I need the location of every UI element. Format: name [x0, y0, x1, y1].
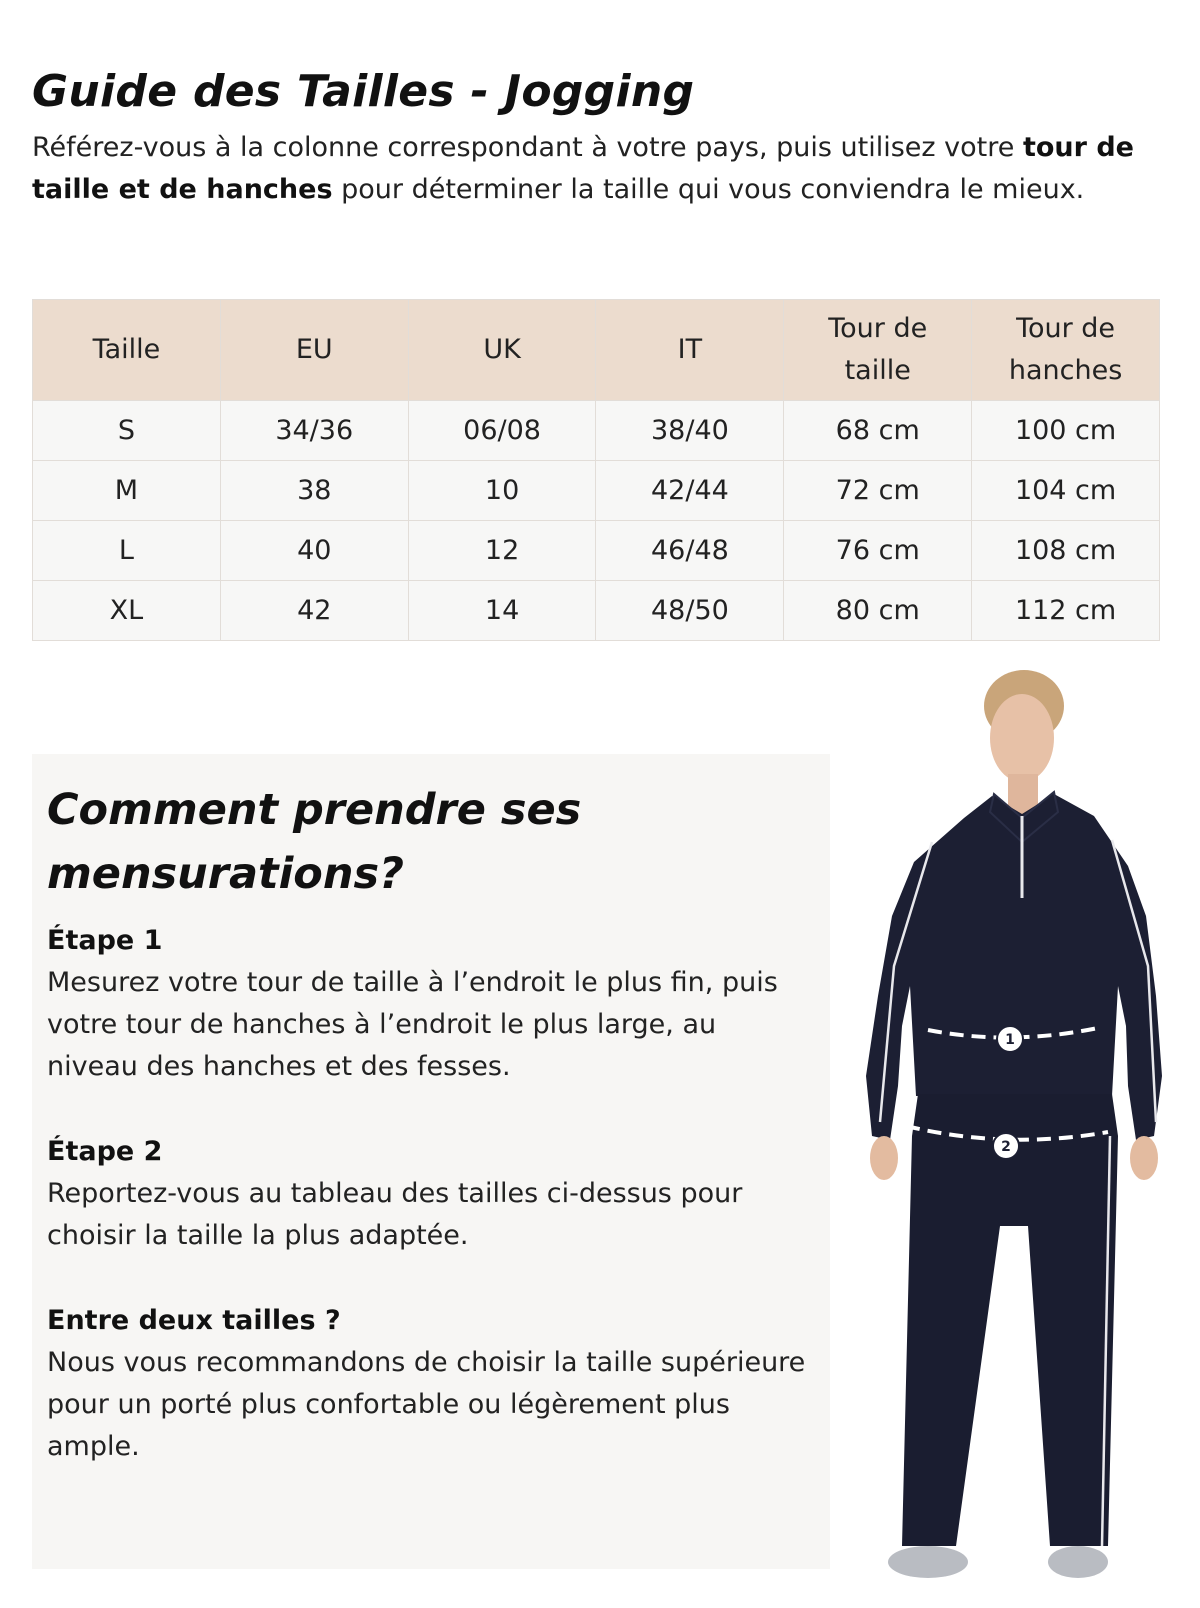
- step-body: Mesurez votre tour de taille à l’endroit le plus fin, puis votre tour de hanches à l’endroit le plus large, au niveau des hanches et des fesses.: [47, 967, 778, 1082]
- model-figure-svg: [836, 666, 1200, 1608]
- page-title: Guide des Tailles - Jogging: [32, 66, 695, 117]
- table-cell: 68 cm: [784, 401, 972, 461]
- step-2: [47, 1131, 807, 1257]
- step-1: [47, 920, 807, 1088]
- measurement-guide-title: Comment prendre ses mensurations?: [47, 785, 582, 899]
- table-cell: 100 cm: [972, 401, 1160, 461]
- step-between-sizes: [47, 1300, 807, 1468]
- model-illustration: [836, 666, 1200, 1608]
- table-row: [33, 521, 1160, 581]
- table-cell: 72 cm: [784, 461, 972, 521]
- marker-2-label: 2: [1001, 1139, 1011, 1155]
- header-tour-de-hanches: Tour de hanches: [972, 300, 1160, 401]
- intro-text-bold: tour de taille et de hanches: [32, 132, 1134, 205]
- measurement-guide-panel: [32, 754, 830, 1569]
- intro-text-part-2: pour déterminer la taille qui vous conviendra le mieux.: [332, 174, 1085, 205]
- step-body: Nous vous recommandons de choisir la taille supérieure pour un porté plus confortable ou légèrement plus ample.: [47, 1347, 806, 1462]
- sweatshirt-shape: [866, 794, 1162, 1140]
- step-title: Entre deux tailles ?: [47, 1305, 341, 1336]
- left-hand-shape: [870, 1136, 898, 1180]
- intro-text: [32, 127, 1172, 211]
- table-cell: 38/40: [596, 401, 784, 461]
- table-cell: 104 cm: [972, 461, 1160, 521]
- table-row: [33, 461, 1160, 521]
- right-shoe-shape: [1048, 1546, 1108, 1578]
- step-title: Étape 2: [47, 1136, 163, 1167]
- left-shoe-shape: [888, 1546, 968, 1578]
- header-uk: UK: [408, 300, 596, 401]
- table-cell: 06/08: [408, 401, 596, 461]
- table-cell: L: [33, 521, 221, 581]
- marker-1-label: 1: [1005, 1032, 1015, 1048]
- table-cell: 48/50: [596, 581, 784, 641]
- face-shape: [990, 694, 1054, 782]
- table-cell: 38: [220, 461, 408, 521]
- intro-text-part-1: Référez-vous à la colonne correspondant à votre pays, puis utilisez votre: [32, 132, 1023, 163]
- step-title: Étape 1: [47, 925, 163, 956]
- header-it: IT: [596, 300, 784, 401]
- table-cell: 42: [220, 581, 408, 641]
- pants-shape: [902, 1094, 1118, 1546]
- table-row: [33, 581, 1160, 641]
- header-eu: EU: [220, 300, 408, 401]
- size-table-header-row: [33, 300, 1160, 401]
- table-cell: 80 cm: [784, 581, 972, 641]
- table-cell: M: [33, 461, 221, 521]
- table-cell: 40: [220, 521, 408, 581]
- table-cell: XL: [33, 581, 221, 641]
- size-table: [32, 299, 1160, 641]
- table-cell: 10: [408, 461, 596, 521]
- header-taille: Taille: [33, 300, 221, 401]
- table-cell: 112 cm: [972, 581, 1160, 641]
- header-tour-de-taille: Tour de taille: [784, 300, 972, 401]
- right-hand-shape: [1130, 1136, 1158, 1180]
- table-cell: 76 cm: [784, 521, 972, 581]
- table-cell: 14: [408, 581, 596, 641]
- table-cell: 46/48: [596, 521, 784, 581]
- table-cell: 42/44: [596, 461, 784, 521]
- step-body: Reportez-vous au tableau des tailles ci-dessus pour choisir la taille la plus adaptée.: [47, 1178, 743, 1251]
- table-cell: S: [33, 401, 221, 461]
- table-cell: 34/36: [220, 401, 408, 461]
- table-row: [33, 401, 1160, 461]
- table-cell: 12: [408, 521, 596, 581]
- table-cell: 108 cm: [972, 521, 1160, 581]
